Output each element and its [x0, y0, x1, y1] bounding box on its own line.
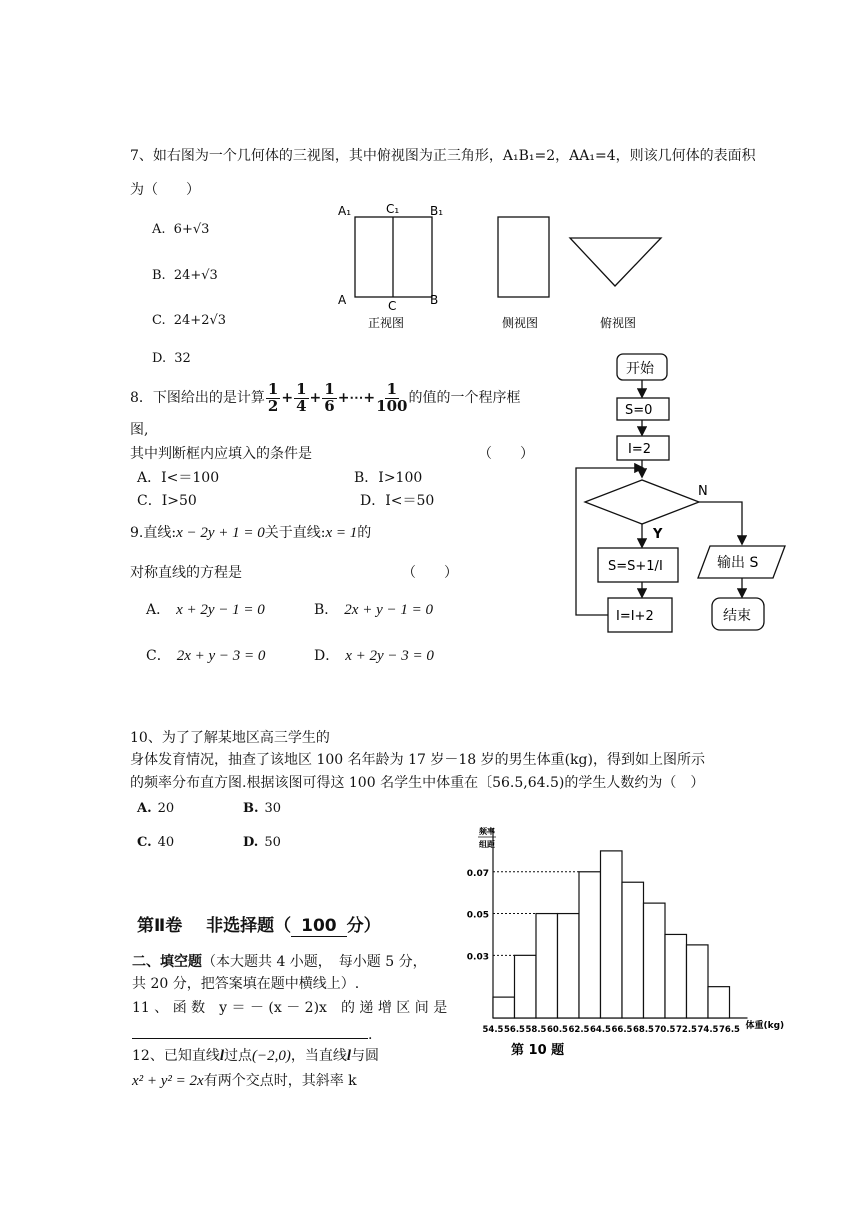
q9-option-a[interactable]: A． x + 2y − 1 = 0 [146, 602, 265, 618]
flow-update-i-text: I=I+2 [616, 609, 654, 624]
histogram-bar [665, 934, 687, 1018]
q9-line2: 对称直线的方程是 [130, 565, 242, 581]
x-tick-label: 68.5 [633, 1025, 654, 1035]
q9-option-c[interactable]: C． 2x + y − 3 = 0 [146, 648, 266, 664]
flow-i2-text: I=2 [628, 442, 651, 457]
x-tick-label: 58.5 [525, 1025, 547, 1035]
q7-option-d-value: 32 [174, 351, 191, 366]
caption-side: 侧视图 [502, 316, 539, 330]
flow-yes-label: Y [653, 527, 663, 542]
histogram-bar [687, 945, 709, 1018]
flow-s0-text: S=0 [625, 403, 653, 418]
fill-header: 二、填空题（本大题共 4 小题， 每小题 5 分， [132, 954, 427, 970]
flow-output-text: 输出 S [717, 555, 759, 571]
flow-decision-diamond [585, 480, 699, 524]
q8-line1: 8．下图给出的是计算 $\frac{1}{2}$ + $\frac{1}{4}$ + $\frac{1}{6}$ +⋯+ $\frac{1}{100}$ 的值的一个程序框 [130, 380, 521, 415]
x-tick-label: 60.5 [547, 1025, 568, 1035]
q8-option-d[interactable]: D．I<＝50 [360, 493, 435, 509]
q10-option-d[interactable]: D. 50 [243, 835, 281, 850]
q7-option-d[interactable]: D. 32 [152, 351, 191, 366]
q8-option-b[interactable]: B．I>100 [354, 470, 423, 486]
q7-option-b-value: 24+√3 [173, 268, 218, 283]
y-tick-label: 0.03 [466, 952, 489, 963]
x-tick-label: 54.5 [482, 1025, 504, 1035]
flow-no-label: N [698, 484, 708, 499]
x-axis-label: 体重(kg) [745, 1021, 785, 1031]
q10-option-b[interactable]: B. 30 [243, 801, 282, 816]
three-view-figure [330, 200, 670, 335]
q10-line3: 的频率分布直方图.根据该图可得这 100 名学生中体重在〔56.5,64.5)的学生人数约为（ ） [130, 775, 705, 791]
caption-front: 正视图 [368, 316, 405, 330]
q9-line1: 9.直线:x − 2y + 1 = 0关于直线:x = 1的 [130, 525, 372, 541]
q7-text-line1: 7、如右图为一个几何体的三视图，其中俯视图为正三角形，A₁B₁=2，AA₁=4，则该几何体的表面积 [130, 148, 756, 164]
x-tick-label: 74.5 [697, 1025, 719, 1035]
y-axis-label-top: 频率 [479, 827, 495, 836]
histogram-bar [558, 914, 580, 1018]
q7-option-a[interactable]: A. 6+√3 [152, 222, 210, 237]
label-a1: A₁ [338, 204, 352, 218]
histogram-bar [515, 955, 537, 1018]
histogram-bar [622, 882, 644, 1018]
q12-point: (−2,0) [252, 1048, 291, 1064]
fill-header-line2: 共 20 分，把答案填在题中横线上）. [132, 976, 360, 992]
q12-line1: 12、已知直线l过点(−2,0)，当直线l与圆 [132, 1048, 380, 1064]
q7-text-line2: 为（ ） [130, 182, 200, 198]
label-b: B [430, 293, 439, 307]
part2-score: 100 [291, 916, 347, 937]
part2-title: 第Ⅱ卷 非选择题（ 100 分） [137, 916, 381, 936]
x-tick-label: 70.5 [654, 1025, 676, 1035]
histogram-chart [455, 822, 800, 1066]
q9-option-b[interactable]: B． 2x + y − 1 = 0 [314, 602, 433, 618]
fraction-1-2: $\frac{1}{2}$ [267, 380, 279, 415]
side-view-rect [498, 217, 549, 297]
q10-line1: 10、为了了解某地区高三学生的 [130, 730, 330, 746]
q9-axis-eq: x = 1 [325, 525, 358, 541]
histogram-bar [644, 903, 666, 1018]
q8-line3: 其中判断框内应填入的条件是 [130, 446, 312, 462]
label-c: C [388, 299, 397, 313]
histogram-bar [579, 872, 601, 1018]
flow-end-text: 结束 [723, 608, 751, 624]
fraction-1-100: $\frac{1}{100}$ [376, 380, 408, 415]
q9-option-d[interactable]: D． x + 2y − 3 = 0 [314, 648, 434, 664]
q11-answer-blank[interactable]: . [132, 1024, 372, 1044]
x-tick-label: 64.5 [590, 1025, 611, 1035]
histogram-bar [708, 987, 730, 1018]
ellipsis-plus: +⋯+ [337, 389, 376, 406]
flow-update-s-text: S=S+1/I [608, 559, 663, 574]
x-tick-label: 72.5 [676, 1025, 697, 1035]
x-tick-label: 62.5 [568, 1025, 590, 1035]
label-c1: C₁ [386, 202, 400, 216]
label-b1: B₁ [430, 204, 444, 218]
y-tick-label: 0.05 [466, 910, 489, 921]
top-view-triangle [570, 238, 661, 286]
fraction-1-6: $\frac{1}{6}$ [324, 380, 335, 415]
q11-text: 11 、 函 数 y ＝ － (x － 2)x 的 递 增 区 间 是 [132, 1000, 448, 1016]
q9-paren: （ ） [402, 565, 458, 581]
flow-start-text: 开始 [626, 361, 654, 377]
y-axis-label-bottom: 组距 [479, 840, 495, 849]
q10-line2: 身体发育情况，抽查了该地区 100 名年龄为 17 岁－18 岁的男生体重(kg)，得到如上图所示 [130, 752, 705, 768]
q8-paren: （ ） [478, 446, 534, 462]
q10-option-c[interactable]: C. 40 [137, 835, 175, 850]
x-tick-label: 76.5 [719, 1025, 740, 1035]
q7-option-b[interactable]: B. 24+√3 [152, 268, 218, 283]
caption-top: 俯视图 [600, 316, 637, 330]
chart-caption: 第 10 题 [511, 1043, 565, 1058]
x-tick-label: 56.5 [504, 1025, 525, 1035]
q8-line2: 图, [130, 422, 149, 438]
q8-option-a[interactable]: A．I<＝100 [137, 470, 220, 486]
histogram-bar [536, 914, 558, 1018]
q7-option-a-value: 6+√3 [173, 222, 210, 237]
q9-line-eq: x − 2y + 1 = 0 [176, 525, 265, 541]
fraction-1-4: $\frac{1}{4}$ [296, 380, 307, 415]
x-tick-label: 66.5 [611, 1025, 633, 1035]
q7-option-c[interactable]: C. 24+2√3 [152, 313, 227, 328]
label-a: A [338, 293, 347, 307]
histogram-bar [493, 997, 515, 1018]
flowchart [570, 350, 800, 650]
q7-option-c-value: 24+2√3 [173, 313, 227, 328]
q12-line2: x² + y² = 2x有两个交点时，其斜率 k [132, 1073, 357, 1089]
y-tick-label: 0.07 [466, 868, 489, 879]
histogram-bar [601, 851, 623, 1018]
q12-circle-eq: x² + y² = 2x [132, 1073, 204, 1089]
q8-option-c[interactable]: C．I>50 [137, 493, 197, 509]
q10-option-a[interactable]: A. 20 [137, 801, 175, 816]
